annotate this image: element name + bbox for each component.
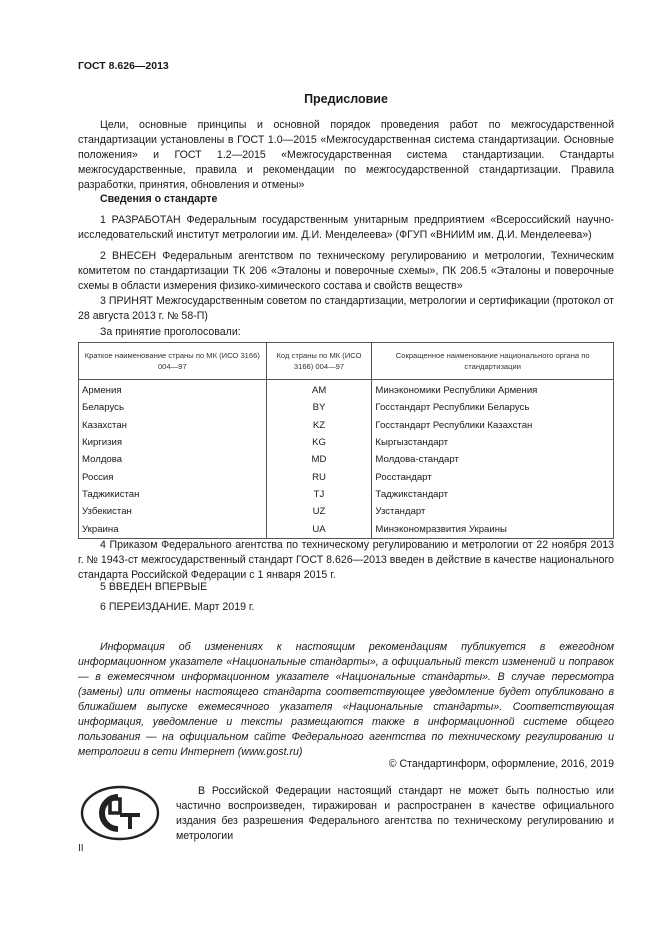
item-reissue: 6 ПЕРЕИЗДАНИЕ. Март 2019 г.	[100, 601, 255, 613]
cell-body: Росстандарт	[372, 468, 614, 485]
cell-body: Минэкономики Республики Армения	[372, 380, 614, 400]
table-row	[79, 417, 614, 434]
page-title: Предисловие	[304, 92, 388, 106]
item-first-introduced: 5 ВВЕДЕН ВПЕРВЫЕ	[100, 581, 208, 593]
cell-code: TJ	[266, 486, 372, 503]
countries-table	[78, 342, 614, 539]
column-header-country: Краткое наименование страны по МК (ИСО 3166) 004—97	[79, 343, 267, 380]
table-row	[79, 503, 614, 520]
cell-country: Казахстан	[79, 417, 267, 434]
cell-body: Таджикстандарт	[372, 486, 614, 503]
cell-country: Молдова	[79, 451, 267, 468]
cell-code: UZ	[266, 503, 372, 520]
table-row	[79, 451, 614, 468]
cell-country: Узбекистан	[79, 503, 267, 520]
cell-body: Госстандарт Республики Казахстан	[372, 417, 614, 434]
table-row	[79, 468, 614, 485]
cell-code: MD	[266, 451, 372, 468]
cell-country: Беларусь	[79, 399, 267, 416]
cell-code: RU	[266, 468, 372, 485]
cell-body: Молдова-стандарт	[372, 451, 614, 468]
item-adopted: 3 ПРИНЯТ Межгосударственным советом по стандартизации, метрологии и сертификации (протокол от 28 августа 2013 г. № 58-П)	[78, 295, 614, 322]
section-heading: Сведения о стандарте	[100, 193, 218, 205]
cell-code: BY	[266, 399, 372, 416]
table-row	[79, 486, 614, 503]
cell-code: KG	[266, 434, 372, 451]
document-header: ГОСТ 8.626—2013	[78, 60, 169, 72]
copyright-line: © Стандартинформ, оформление, 2016, 2019	[388, 758, 614, 770]
cell-body: Кыргызстандарт	[372, 434, 614, 451]
table-row	[79, 380, 614, 400]
rf-notice: В Российской Федерации настоящий стандарт не может быть полностью или частично воспроизведен, тиражирован и распространен в качестве официального издания без разрешения Федерального агентства по техническому регулированию и метрологии	[176, 785, 614, 842]
cell-country: Киргизия	[79, 434, 267, 451]
column-header-body: Сокращенное наименование национального органа по стандартизации	[372, 343, 614, 380]
cell-code: AM	[266, 380, 372, 400]
item-introduced: 2 ВНЕСЕН Федеральным агентством по техническому регулированию и метрологии, Техническим комитетом по стандартизации ТК 206 «Эталоны и поверочные схемы», ПК 206.5 «Эталоны и поверочные схемы в области измерения физико-химического состава и свойств веществ»	[78, 250, 614, 292]
cell-code: KZ	[266, 417, 372, 434]
table-row	[79, 434, 614, 451]
vote-label: За принятие проголосовали:	[100, 326, 241, 338]
cell-country: Россия	[79, 468, 267, 485]
cell-body: Госстандарт Республики Беларусь	[372, 399, 614, 416]
table-row	[79, 520, 614, 538]
cell-body: Узстандарт	[372, 503, 614, 520]
cell-country: Украина	[79, 520, 267, 538]
table-row	[79, 399, 614, 416]
rst-logo-icon	[80, 785, 160, 841]
column-header-code: Код страны по МК (ИСО 3166) 004—97	[266, 343, 372, 380]
page-number: II	[78, 843, 84, 854]
cell-code: UA	[266, 520, 372, 538]
table-header-row	[79, 343, 614, 380]
item-order: 4 Приказом Федерального агентства по техническому регулированию и метрологии от 22 ноября 2013 г. № 1943-ст межгосударственный стандарт ГОСТ 8.626—2013 введен в действие в качестве национального стандарта Российской Федерации с 1 января 2015 г.	[78, 539, 614, 581]
intro-paragraph: Цели, основные принципы и основной порядок проведения работ по межгосударственной стандартизации установлены в ГОСТ 1.0—2015 «Межгосударственная система стандартизации. Основные положения» и ГОСТ 1.2—2015 «Межгосударственная система стандартизации. Стандарты межгосударственные, правила и рекомендации по межгосударственной стандартизации. Правила разработки, принятия, обновления и отмены»	[78, 119, 614, 191]
item-developed: 1 РАЗРАБОТАН Федеральным государственным унитарным предприятием «Всероссийский научно-исследовательский институт метрологии им. Д.И. Менделеева» (ФГУП «ВНИИМ им. Д.И. Менделеева»)	[78, 214, 614, 241]
cell-country: Таджикистан	[79, 486, 267, 503]
cell-country: Армения	[79, 380, 267, 400]
info-paragraph: Информация об изменениях к настоящим рекомендациям публикуется в ежегодном информационном указателе «Национальные стандарты», а официальный текст изменений и поправок — в ежемесячном информационном указателе «Национальные стандарты». В случае пересмотра (замены) или отмены настоящего стандарта соответствующее уведомление будет опубликовано в ближайшем выпуске ежемесячного указателя «Национальные стандарты». Соответствующая информация, уведомление и тексты размещаются также в информационной системе общего пользования — на официальном сайте Федерального агентства по техническому регулированию и метрологии в сети Интернет (www.gost.ru)	[78, 641, 614, 758]
cell-body: Минэкономразвития Украины	[372, 520, 614, 538]
